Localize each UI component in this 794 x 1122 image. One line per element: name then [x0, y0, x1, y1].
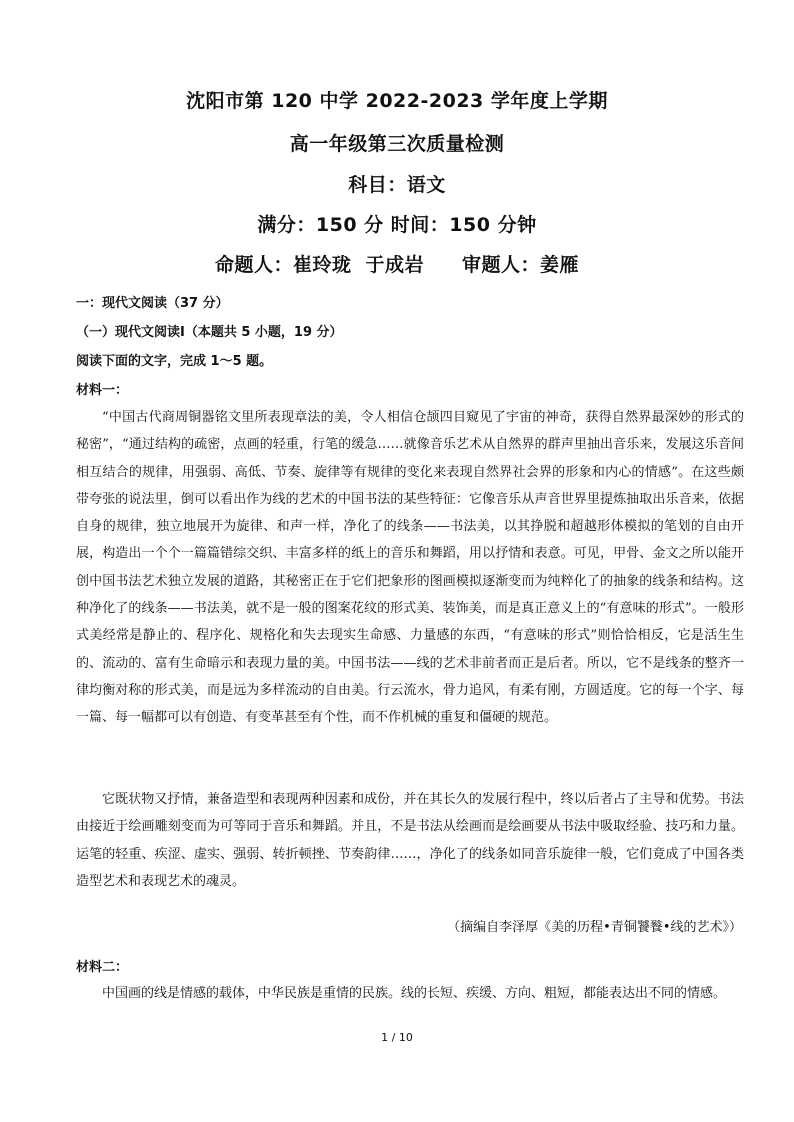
- material-one-paragraph-1: “中国古代商周铜器铭文里所表现章法的美，令人相信仓颉四目窥见了宇宙的神奇，获得自然界最深妙的形式的秘密”，“通过结构的疏密，点画的轻重，行笔的缓急……就像音乐艺术从自然界的群声里抽出音乐来，发展这乐音间相互结合的规律，用强弱、高低、节奏、旋律等有规律的变化来表现自然界社会界的形象和内心的情感”。在这些颇带夸张的说法里，倒可以看出作为线的艺术的中国书法的某些特征：它像音乐从声音世界里提炼抽取出乐音来，依据自身的规律，独立地展开为旋律、和声一样，净化了的线条——书法美，以其挣脱和超越形体模拟的笔划的自由开展，构造出一个个一篇篇错综交织、丰富多样的纸上的音乐和舞蹈，用以抒情和表意。可见，甲骨、金文之所以能开创中国书法艺术独立发展的道路，其秘密正在于它们把象形的图画模拟逐渐变而为纯粹化了的抽象的线条和结构。这种净化了的线条——书法美，就不是一般的图案花纹的形式美、装饰美，而是真正意义上的“有意味的形式”。一般形式美经常是静止的、程序化、规格化和失去现实生命感、力量感的东西，“有意味的形式”则恰恰相反，它是活生生的、流动的、富有生命暗示和表现力量的美。中国书法——线的艺术非前者而正是后者。所以，它不是线条的整齐一律均衡对称的形式美，而是远为多样流动的自由美。行云流水，骨力追风，有柔有刚，方圆适度。它的每一个字、每一篇、每一幅都可以有创造、有变革甚至有个性，而不作机械的重复和僵硬的规范。: [76, 410, 744, 726]
- material-two-label: 材料二：: [76, 960, 129, 975]
- reviewer: 审题人：姜雁: [462, 254, 580, 276]
- material-one-label: 材料一：: [76, 383, 129, 398]
- score-time-line: 满分：150 分 时间：150 分钟: [257, 214, 537, 236]
- setters-line: [0, 250, 794, 277]
- page-number: 1 / 10: [381, 1031, 413, 1044]
- material-one-paragraph-2: 它既状物又抒情，兼备造型和表现两种因素和成份，并在其长久的发展行程中，终以后者占了主导和优势。书法由接近于绘画雕刻变而为可等同于音乐和舞蹈。并且，不是书法从绘画而是绘画要从书法中吸取经验、技巧和力量。运笔的轻重、疾涩、虚实、强弱、转折顿挫、节奏韵律……，净化了的线条如同音乐旋律一般，它们竟成了中国各类造型艺术和表现艺术的魂灵。: [76, 792, 744, 889]
- exam-title: 高一年级第三次质量检测: [289, 133, 505, 155]
- material-two-paragraph-1: 中国画的线是情感的载体，中华民族是重情的民族。线的长短、疾缓、方向、粗短，都能表达出不同的情感。: [102, 986, 727, 1001]
- setter-one: 命题人：崔玲珑: [214, 254, 352, 276]
- subject-line: 科目：语文: [348, 174, 446, 196]
- school-title: 沈阳市第 120 中学 2022-2023 学年度上学期: [186, 90, 608, 112]
- instruction-text: 阅读下面的文字，完成 1～5 题。: [76, 354, 273, 369]
- material-one-source: （摘编自李泽厚《美的历程•青铜饕餮•线的艺术》）: [447, 920, 742, 935]
- sub-part-heading: （一）现代文阅读Ⅰ（本题共 5 小题，19 分）: [76, 325, 343, 340]
- setter-two: 于成岩: [365, 254, 424, 276]
- part-one-heading: 一：现代文阅读（37 分）: [76, 296, 229, 311]
